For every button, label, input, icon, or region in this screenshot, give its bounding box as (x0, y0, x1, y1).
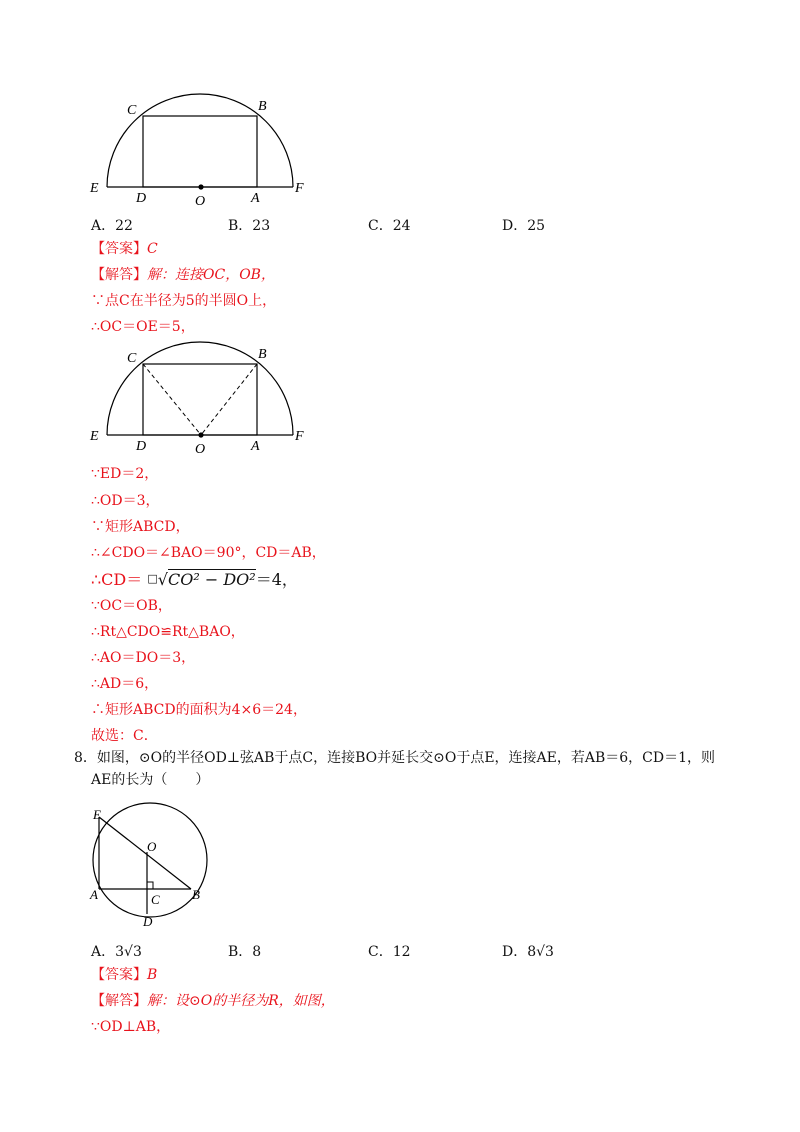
q8-step-od-ab: ∵OD⊥AB， (91, 1019, 171, 1035)
rectangle-abcd (143, 116, 257, 187)
label-c: C (151, 892, 160, 907)
q7-step-area: ∴矩形ABCD的面积为4×6＝24， (91, 702, 307, 718)
option-d: D．25 (502, 218, 546, 234)
label-c: C (127, 351, 137, 366)
rectangle-abcd (143, 364, 257, 435)
q7-step-ocob: ∵OC＝OB， (91, 598, 172, 614)
q7-step-congruent: ∴Rt△CDO≌Rt△BAO， (91, 624, 245, 640)
label-d: D (136, 439, 147, 454)
option-c: C．12 (368, 944, 411, 960)
option-a: A．3√3 (91, 944, 142, 960)
q7-step-angles: ∴∠CDO＝∠BAO＝90°，CD＝AB， (91, 545, 326, 561)
sqrt-radicand: CO² − DO² (167, 570, 256, 589)
semicircle-rectangle-figure (85, 92, 315, 207)
q8-line-1: 8．如图，⊙O的半径OD⊥弦AB于点C，连接BO并延长交⊙O于点E，连接AE，若AB＝6，CD＝1，则 (74, 750, 716, 766)
label-b: B (192, 887, 200, 902)
circle-figure (85, 802, 215, 932)
right-angle-mark (147, 882, 153, 889)
label-b: B (258, 347, 267, 362)
semicircle-dashed-figure (85, 340, 315, 455)
label-e: E (93, 807, 101, 822)
q7-answer: 【答案】C (91, 241, 158, 257)
label-o: O (195, 442, 206, 455)
label-o: O (195, 194, 206, 207)
label-d: D (136, 191, 147, 206)
option-a: A．22 (91, 218, 133, 234)
label-a: A (90, 887, 98, 902)
center-point-o (198, 184, 203, 189)
label-e: E (90, 181, 99, 196)
q7-jieda-line-2: ∵点C在半径为5的半圆O上， (91, 293, 277, 309)
option-b: B．8 (228, 944, 262, 960)
center-point-o (198, 432, 203, 437)
q8-answer: 【答案】B (91, 967, 158, 983)
option-b: B．23 (228, 218, 271, 234)
dashed-ob (201, 364, 257, 435)
line-eb (99, 817, 191, 889)
circle-o (93, 803, 207, 917)
label-a: A (251, 191, 260, 206)
q7-step-ad: ∴AD＝6， (91, 676, 159, 692)
q7-choose: 故选：C． (91, 728, 158, 744)
q7-jieda-line-1: 【解答】解：连接OC，OB， (91, 267, 275, 283)
q8-line-2: AE的长为（ ） (91, 772, 210, 788)
option-c: C．24 (368, 218, 411, 234)
q8-jieda: 【解答】解：设⊙O的半径为R，如图， (91, 993, 335, 1009)
label-f: F (295, 429, 304, 444)
q7-sqrt-line: ∴CD＝ □√CO² − DO²＝4， (91, 570, 298, 589)
q7-step-aodo: ∴AO＝DO＝3， (91, 650, 196, 666)
dashed-oc (143, 364, 201, 435)
q7-step-ed: ∵ED＝2， (91, 466, 159, 482)
label-c: C (127, 103, 137, 118)
q7-step-rect: ∵矩形ABCD， (91, 519, 190, 535)
q7-step-od: ∴OD＝3， (91, 493, 160, 509)
label-d: D (143, 914, 153, 929)
q7-jieda-line-3: ∴OC＝OE＝5， (91, 319, 195, 335)
q8-question (74, 747, 754, 791)
label-a: A (251, 439, 260, 454)
label-f: F (295, 181, 304, 196)
label-e: E (90, 429, 99, 444)
option-d: D．8√3 (502, 944, 554, 960)
label-o: O (147, 839, 157, 854)
label-b: B (258, 99, 267, 114)
